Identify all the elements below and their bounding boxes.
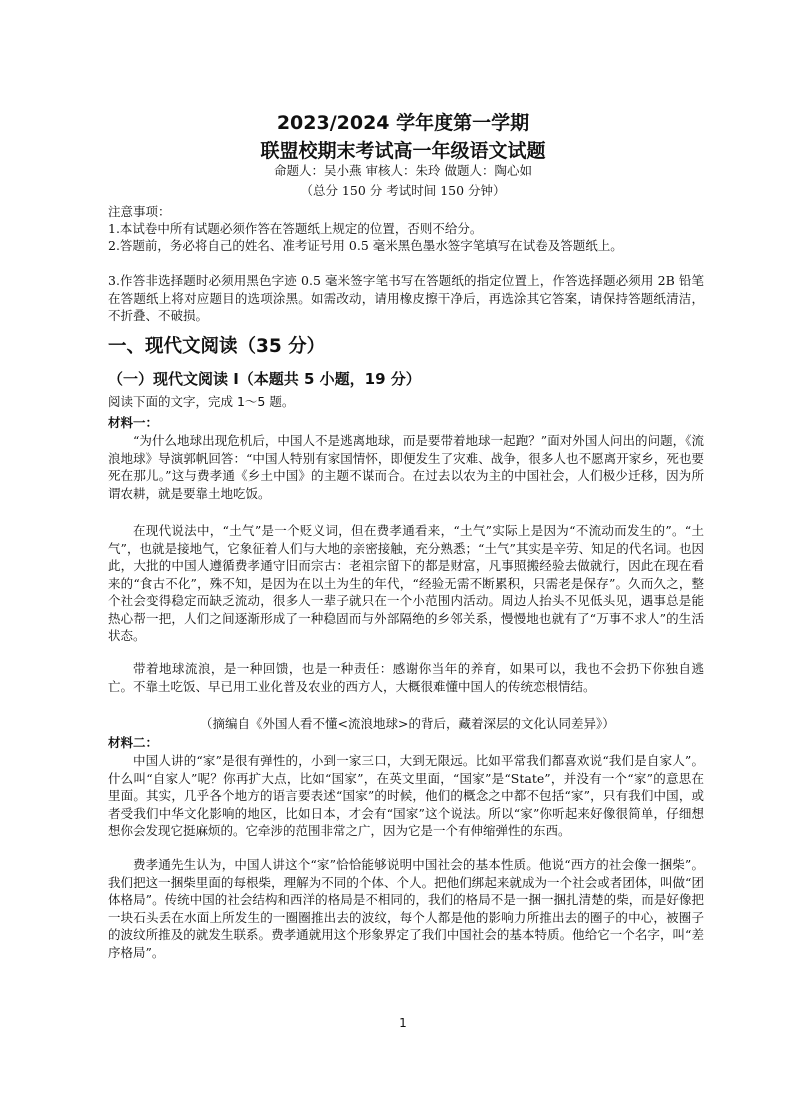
material1-paragraph: 在现代说法中，“土气”是一个贬义词，但在费孝通看来，“土气”实际上是因为“不流动而发生的”。“土气”，也就是接地气，它象征着人们与大地的亲密接触，充分熟悉；“土气”其实是辛劳、知足的代名词。也因此，大批的中国人遵循费孝通守旧而宗古：老祖宗留下的都是财富，凡事照搬经验去做就行，因此在现在看来的“食古不化”，殊不知，是因为在以土为生的年代，“经验无需不断累积，只需老是保存”。久而久之，整个社会变得稳定而缺乏流动，很多人一辈子就只在一个小范围内活动。周边人抬头不见低头见，遇事总是能热心帮一把，人们之间逐渐形成了一种稳固而与外部隔绝的乡邻关系，慢慢地也就有了“万事不求人”的生活状态。 <box>108 523 704 643</box>
material1-label: 材料一： <box>108 415 159 430</box>
page-number: 1 <box>399 1016 407 1030</box>
exam-score-time: （总分 150 分 考试时间 150 分钟） <box>300 183 506 198</box>
note-item-1: 1.本试卷中所有试题必须作答在答题纸上规定的位置，否则不给分。 <box>108 221 483 236</box>
material1-source: （摘编自《外国人看不懂<流浪地球>的背后，藏着深层的文化认同差异》） <box>200 716 615 731</box>
material1-paragraph: 带着地球流浪，是一种回馈，也是一种责任：感谢你当年的养育，如果可以，我也不会扔下你独自逃亡。不靠土吃饭、早已用工业化普及农业的西方人，大概很难懂中国人的传统恋根情结。 <box>108 661 704 694</box>
material2-paragraph: 中国人讲的“家”是很有弹性的，小到一家三口，大到无限远。比如平常我们都喜欢说“我们是自家人”。什么叫“自家人”呢？你再扩大点，比如“国家”，在英文里面，“国家”是“State”，并没有一个“家”的意思在里面。其实，几乎各个地方的语言要表述“国家”的时候，他们的概念之中都不包括“家”，只有我们中国，或者受我们中华文化影响的地区，比如日本，才会有“国家”这个说法。所以“家”你听起来好像很简单，仔细想想你会发现它挺麻烦的。它牵涉的范围非常之广，因为它是一个有伸缩弹性的东西。 <box>108 753 704 838</box>
notes-title: 注意事项： <box>108 204 171 219</box>
note-item-2: 2.答题前，务必将自己的姓名、准考证号用 0.5 毫米黑色墨水签字笔填写在试卷及答题纸上。 <box>108 238 623 253</box>
material2-paragraph: 费孝通先生认为，中国人讲这个“家”恰恰能够说明中国社会的基本性质。他说“西方的社会像一捆柴”。我们把这一捆柴里面的每根柴，理解为不同的个体、个人。把他们绑起来就成为一个社会或者团体，叫做“团体格局”。传统中国的社会结构和西洋的格局是不相同的，我们的格局不是一捆一捆扎清楚的柴，而是好像把一块石头丢在水面上所发生的一圈圈推出去的波纹，每个人都是他的影响力所推出去的圈子的中心，被圈子的波纹所推及的就发生联系。费孝通就用这个形象界定了我们中国社会的基本特质。他给它一个名字，叫“差序格局”。 <box>108 857 704 960</box>
section-heading: 一、现代文阅读（35 分） <box>108 336 326 357</box>
section-subheading: （一）现代文阅读 I（本题共 5 小题，19 分） <box>108 370 421 388</box>
material2-label: 材料二： <box>108 735 159 750</box>
material1-paragraph: “为什么地球出现危机后，中国人不是逃离地球，而是要带着地球一起跑？”面对外国人问出的问题，《流浪地球》导演郭帆回答：“中国人特别有家国情怀，即便发生了灾难、战争，很多人也不愿离开家乡，死也要死在那儿。”这与费孝通《乡土中国》的主题不谋而合。在过去以农为主的中国社会，人们极少迁移，因为所谓农耕，就是要靠土地吃饭。 <box>108 433 704 501</box>
exam-title-line1: 2023/2024 学年度第一学期 <box>276 112 530 134</box>
note-item-3: 3.作答非选择题时必须用黑色字迹 0.5 毫米签字笔书写在答题纸的指定位置上，作答选择题必须用 2B 铅笔在答题纸上将对应题目的选项涂黑。如需改动，请用橡皮擦干净后，再选涂其它答案，请保持答题纸清洁，不折叠、不破损。 <box>108 273 704 323</box>
reading-instruction: 阅读下面的文字，完成 1～5 题。 <box>108 394 295 409</box>
exam-title-line2: 联盟校期末考试高一年级语文试题 <box>260 140 546 162</box>
exam-authors: 命题人：吴小燕 审核人：朱玲 做题人：陶心如 <box>274 163 532 178</box>
